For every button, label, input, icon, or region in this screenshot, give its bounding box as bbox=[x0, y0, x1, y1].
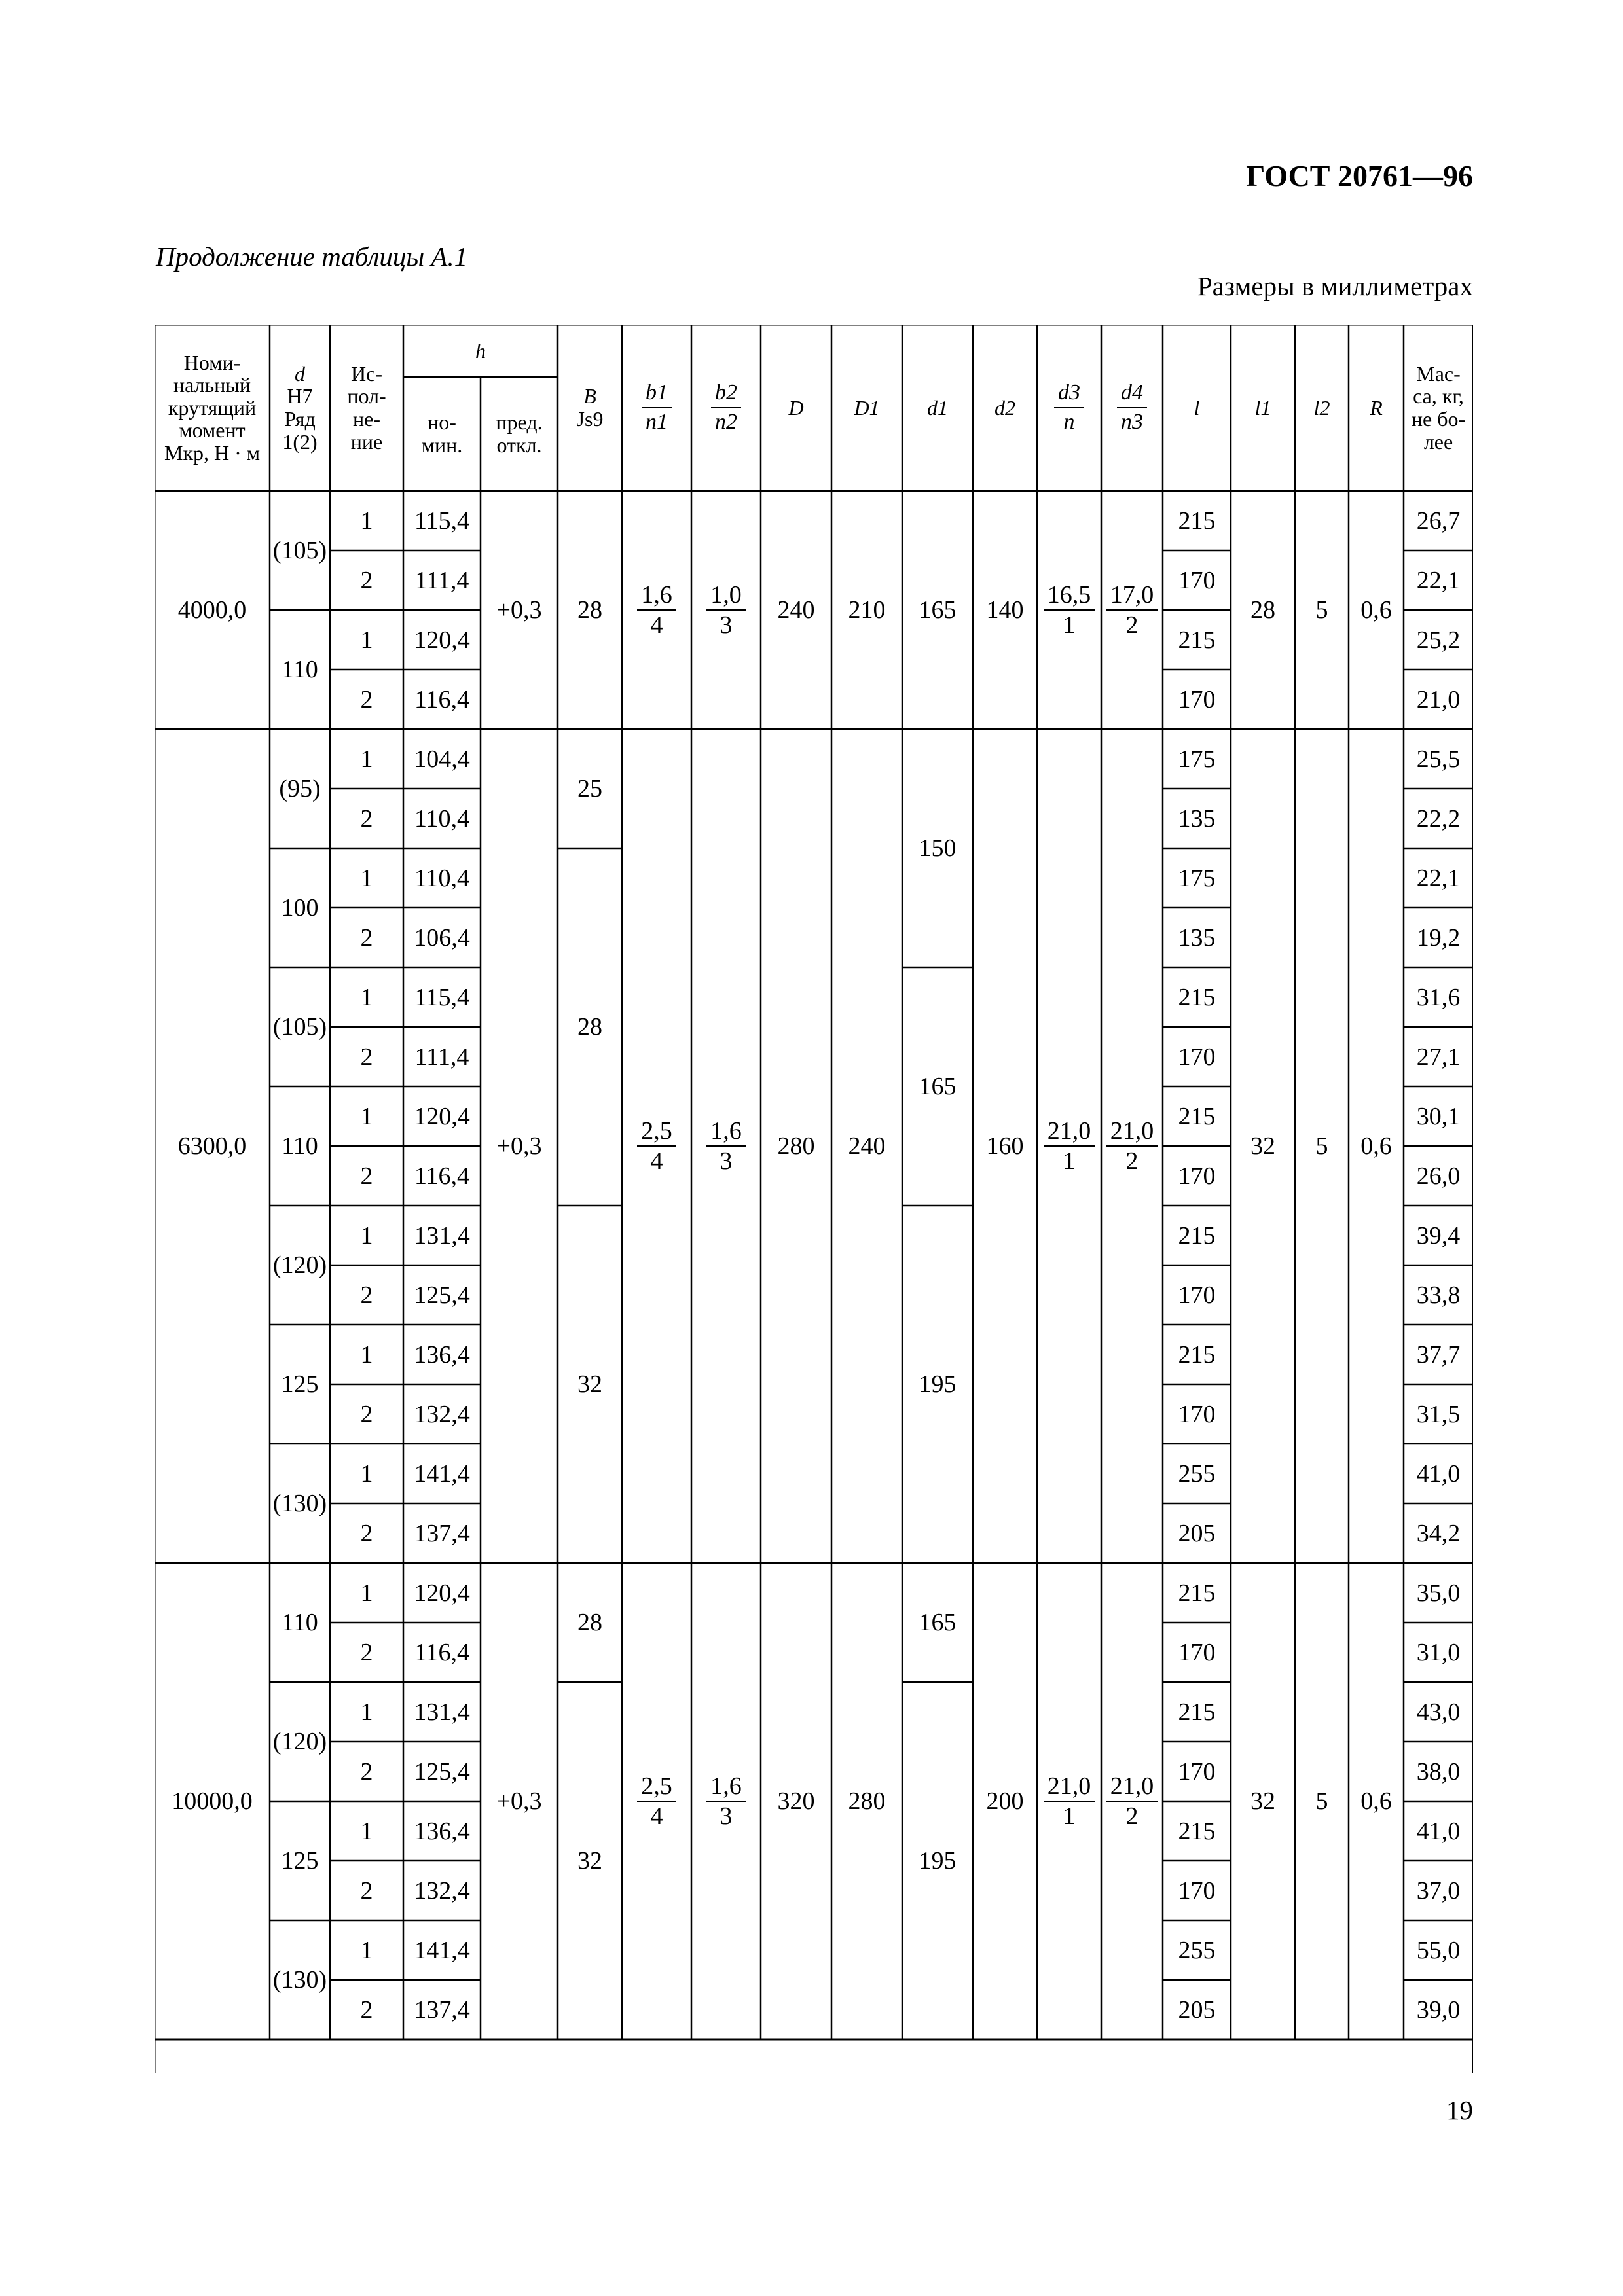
cell-torque: 4000,0 bbox=[177, 596, 247, 624]
table-continuation-caption: Продолжение таблицы А.1 bbox=[156, 242, 468, 272]
cell-d4-n3 bbox=[1101, 491, 1163, 729]
header-l1: l1 bbox=[1254, 395, 1271, 420]
header-version: Ис- пол- не- ние bbox=[347, 361, 386, 454]
cell-mass: 25,5 bbox=[1416, 745, 1461, 773]
cell-b1-n1 bbox=[622, 491, 691, 729]
cell-mass: 39,4 bbox=[1416, 1221, 1461, 1249]
cell-l: 215 bbox=[1178, 1340, 1216, 1369]
cell-h-nominal: 110,4 bbox=[414, 864, 470, 892]
cell-version: 1 bbox=[360, 507, 373, 535]
cell-d3-n-numerator: 16,5 bbox=[1044, 583, 1095, 611]
cell-l: 170 bbox=[1178, 1638, 1216, 1666]
header-b2-n2: $\frac{b2}{n2}$ bbox=[691, 325, 761, 491]
cell-mass: 41,0 bbox=[1416, 1817, 1461, 1845]
cell-d3-n bbox=[1037, 491, 1101, 729]
cell-b1-n1 bbox=[622, 1563, 691, 2039]
cell-b2-n2-numerator: 1,6 bbox=[706, 1774, 746, 1802]
cell-version: 2 bbox=[360, 1757, 373, 1785]
cell-h-nominal: 131,4 bbox=[414, 1698, 470, 1726]
cell-d4-n3-denominator: 2 bbox=[1125, 1147, 1139, 1175]
cell-l: 175 bbox=[1178, 745, 1216, 773]
cell-d4-n3 bbox=[1101, 1563, 1163, 2039]
cell-l1: 28 bbox=[1250, 596, 1275, 624]
cell-h-nominal: 111,4 bbox=[414, 1043, 469, 1071]
cell-mass: 25,2 bbox=[1416, 626, 1461, 654]
cell-mass: 31,6 bbox=[1416, 983, 1461, 1011]
cell-l2: 5 bbox=[1315, 1132, 1328, 1160]
cell-B: 32 bbox=[577, 1371, 602, 1398]
cell-l: 170 bbox=[1178, 1043, 1216, 1071]
cell-b1-n1-numerator: 2,5 bbox=[637, 1119, 676, 1147]
cell-d2: 140 bbox=[986, 596, 1024, 624]
cell-l: 215 bbox=[1178, 1102, 1216, 1130]
cell-h-nominal: 111,4 bbox=[414, 566, 469, 594]
cell-d: (105) bbox=[272, 537, 327, 564]
cell-h-nominal: 116,4 bbox=[414, 1638, 470, 1666]
cell-l: 205 bbox=[1178, 1996, 1216, 2024]
header-h: h bbox=[475, 338, 486, 363]
cell-d4-n3-numerator: 21,0 bbox=[1106, 1119, 1158, 1147]
header-l2: l2 bbox=[1313, 395, 1330, 420]
cell-l: 170 bbox=[1178, 1162, 1216, 1190]
cell-d: 100 bbox=[281, 894, 319, 922]
cell-version: 2 bbox=[360, 1519, 373, 1547]
cell-l2: 5 bbox=[1315, 596, 1328, 624]
cell-version: 1 bbox=[360, 1102, 373, 1130]
header-d1: d1 bbox=[927, 395, 948, 420]
cell-d1: 195 bbox=[919, 1847, 957, 1874]
header-D1: D1 bbox=[854, 395, 880, 420]
standard-designation: ГОСТ 20761—96 bbox=[1246, 159, 1473, 192]
cell-version: 1 bbox=[360, 864, 373, 892]
cell-d: 110 bbox=[282, 1609, 318, 1636]
header-mass: Мас- са, кг, не бо- лее bbox=[1411, 361, 1466, 454]
cell-l: 170 bbox=[1178, 1757, 1216, 1785]
cell-h-nominal: 137,4 bbox=[414, 1996, 470, 2024]
dimensions-table bbox=[155, 325, 1473, 2073]
cell-h-nominal: 136,4 bbox=[414, 1340, 470, 1369]
header-R: R bbox=[1370, 395, 1383, 420]
cell-h-deviation: +0,3 bbox=[496, 596, 542, 624]
cell-b1-n1 bbox=[622, 729, 691, 1563]
header-B: B Js9 bbox=[576, 384, 604, 431]
cell-version: 2 bbox=[360, 924, 373, 952]
cell-B: 32 bbox=[577, 1847, 602, 1874]
cell-mass: 22,1 bbox=[1416, 566, 1461, 594]
cell-l: 170 bbox=[1178, 1281, 1216, 1309]
cell-mass: 26,7 bbox=[1416, 507, 1461, 535]
cell-l: 135 bbox=[1178, 924, 1216, 952]
cell-h-nominal: 131,4 bbox=[414, 1221, 470, 1249]
cell-version: 1 bbox=[360, 1698, 373, 1726]
cell-d: (95) bbox=[279, 775, 321, 802]
cell-l: 215 bbox=[1178, 1221, 1216, 1249]
cell-d3-n-denominator: 1 bbox=[1063, 611, 1076, 639]
cell-B: 28 bbox=[577, 1609, 602, 1636]
cell-mass: 41,0 bbox=[1416, 1460, 1461, 1488]
cell-B: 28 bbox=[577, 1013, 602, 1041]
cell-mass: 27,1 bbox=[1416, 1043, 1461, 1071]
cell-d4-n3-denominator: 2 bbox=[1125, 611, 1139, 639]
cell-mass: 38,0 bbox=[1416, 1757, 1461, 1785]
cell-l: 170 bbox=[1178, 685, 1216, 713]
cell-l: 215 bbox=[1178, 1817, 1216, 1845]
cell-l: 215 bbox=[1178, 1698, 1216, 1726]
cell-d4-n3-numerator: 21,0 bbox=[1106, 1774, 1158, 1802]
cell-h-nominal: 104,4 bbox=[414, 745, 470, 773]
cell-d3-n bbox=[1037, 729, 1101, 1563]
header-b1-n1: $\frac{b1}{n1}$ bbox=[622, 325, 691, 491]
cell-l: 170 bbox=[1178, 1876, 1216, 1905]
cell-d: (130) bbox=[272, 1966, 327, 1994]
cell-R: 0,6 bbox=[1360, 1787, 1392, 1815]
cell-l: 255 bbox=[1178, 1936, 1216, 1964]
cell-h-nominal: 136,4 bbox=[414, 1817, 470, 1845]
cell-l1: 32 bbox=[1250, 1787, 1275, 1815]
header-d2: d2 bbox=[994, 395, 1015, 420]
cell-h-nominal: 115,4 bbox=[414, 507, 470, 535]
cell-version: 1 bbox=[360, 626, 373, 654]
cell-d4-n3 bbox=[1101, 729, 1163, 1563]
cell-torque: 10000,0 bbox=[172, 1787, 253, 1815]
cell-mass: 43,0 bbox=[1416, 1698, 1461, 1726]
cell-h-deviation: +0,3 bbox=[496, 1132, 542, 1160]
cell-d1: 165 bbox=[919, 1609, 957, 1636]
cell-D1: 210 bbox=[848, 596, 886, 624]
cell-l1: 32 bbox=[1250, 1132, 1275, 1160]
cell-b1-n1-denominator: 4 bbox=[650, 1803, 663, 1830]
cell-mass: 33,8 bbox=[1416, 1281, 1461, 1309]
cell-h-nominal: 125,4 bbox=[414, 1281, 470, 1309]
cell-mass: 37,7 bbox=[1416, 1340, 1461, 1369]
cell-d2: 200 bbox=[986, 1787, 1024, 1815]
cell-b1-n1-denominator: 4 bbox=[650, 611, 663, 639]
cell-h-nominal: 141,4 bbox=[414, 1936, 470, 1964]
cell-l: 255 bbox=[1178, 1460, 1216, 1488]
cell-d1: 150 bbox=[919, 834, 957, 862]
cell-d3-n-denominator: 1 bbox=[1063, 1147, 1076, 1175]
cell-mass: 26,0 bbox=[1416, 1162, 1461, 1190]
header-d: d H7 Ряд 1(2) bbox=[282, 361, 318, 454]
cell-version: 2 bbox=[360, 1281, 373, 1309]
cell-d: 125 bbox=[281, 1847, 319, 1874]
cell-b1-n1-denominator: 4 bbox=[650, 1147, 663, 1175]
cell-l: 215 bbox=[1178, 507, 1216, 535]
cell-l: 135 bbox=[1178, 804, 1216, 833]
cell-h-nominal: 120,4 bbox=[414, 1102, 470, 1130]
cell-mass: 19,2 bbox=[1416, 924, 1461, 952]
cell-h-nominal: 132,4 bbox=[414, 1400, 470, 1428]
cell-mass: 37,0 bbox=[1416, 1876, 1461, 1905]
cell-version: 1 bbox=[360, 1221, 373, 1249]
cell-version: 1 bbox=[360, 1936, 373, 1964]
cell-version: 1 bbox=[360, 1340, 373, 1369]
header-d4-n3: $\frac{d4}{n3}$ bbox=[1101, 325, 1163, 491]
cell-l: 215 bbox=[1178, 1579, 1216, 1607]
cell-h-nominal: 141,4 bbox=[414, 1460, 470, 1488]
cell-h-nominal: 132,4 bbox=[414, 1876, 470, 1905]
cell-d: 110 bbox=[282, 1132, 318, 1160]
cell-d3-n-numerator: 21,0 bbox=[1044, 1774, 1095, 1802]
cell-h-nominal: 115,4 bbox=[414, 983, 470, 1011]
cell-d4-n3-denominator: 2 bbox=[1125, 1803, 1139, 1830]
cell-mass: 21,0 bbox=[1416, 685, 1461, 713]
header-h-nominal: но- мин. bbox=[421, 410, 463, 457]
cell-version: 2 bbox=[360, 566, 373, 594]
cell-l: 205 bbox=[1178, 1519, 1216, 1547]
cell-b2-n2-denominator: 3 bbox=[720, 1147, 733, 1175]
cell-b2-n2-denominator: 3 bbox=[720, 611, 733, 639]
cell-mass: 39,0 bbox=[1416, 1996, 1461, 2024]
cell-d: 125 bbox=[281, 1371, 319, 1398]
cell-d3-n-denominator: 1 bbox=[1063, 1803, 1076, 1830]
cell-version: 1 bbox=[360, 745, 373, 773]
cell-mass: 30,1 bbox=[1416, 1102, 1461, 1130]
cell-d1: 165 bbox=[919, 596, 957, 624]
cell-version: 1 bbox=[360, 1817, 373, 1845]
cell-d1: 195 bbox=[919, 1371, 957, 1398]
cell-d: (105) bbox=[272, 1013, 327, 1041]
cell-version: 1 bbox=[360, 1579, 373, 1607]
cell-version: 1 bbox=[360, 1460, 373, 1488]
cell-b2-n2 bbox=[691, 1563, 761, 2039]
cell-h-nominal: 106,4 bbox=[414, 924, 470, 952]
cell-R: 0,6 bbox=[1360, 596, 1392, 624]
cell-l: 175 bbox=[1178, 864, 1216, 892]
cell-d2: 160 bbox=[986, 1132, 1024, 1160]
cell-l2: 5 bbox=[1315, 1787, 1328, 1815]
cell-version: 2 bbox=[360, 1162, 373, 1190]
cell-b1-n1-numerator: 2,5 bbox=[637, 1774, 676, 1802]
cell-mass: 22,2 bbox=[1416, 804, 1461, 833]
cell-mass: 31,0 bbox=[1416, 1638, 1461, 1666]
cell-B: 28 bbox=[577, 596, 602, 624]
cell-D: 320 bbox=[777, 1787, 815, 1815]
cell-h-nominal: 137,4 bbox=[414, 1519, 470, 1547]
cell-b1-n1-numerator: 1,6 bbox=[637, 583, 676, 611]
cell-h-nominal: 116,4 bbox=[414, 1162, 470, 1190]
cell-version: 2 bbox=[360, 1400, 373, 1428]
header-torque: Номи- нальный крутящий момент Mкр, Н · м bbox=[164, 350, 260, 465]
page-number: 19 bbox=[1446, 2095, 1473, 2125]
cell-mass: 34,2 bbox=[1416, 1519, 1461, 1547]
cell-version: 2 bbox=[360, 1638, 373, 1666]
cell-version: 2 bbox=[360, 1043, 373, 1071]
cell-l: 215 bbox=[1178, 983, 1216, 1011]
cell-D1: 280 bbox=[848, 1787, 886, 1815]
units-note: Размеры в миллиметрах bbox=[1197, 271, 1473, 301]
cell-version: 2 bbox=[360, 1996, 373, 2024]
cell-d: 110 bbox=[282, 656, 318, 683]
cell-version: 2 bbox=[360, 804, 373, 833]
cell-b2-n2 bbox=[691, 491, 761, 729]
cell-h-nominal: 125,4 bbox=[414, 1757, 470, 1785]
header-l: l bbox=[1194, 395, 1200, 420]
cell-mass: 31,5 bbox=[1416, 1400, 1461, 1428]
cell-d: (120) bbox=[272, 1251, 327, 1279]
cell-version: 2 bbox=[360, 1876, 373, 1905]
header-D: D bbox=[788, 395, 804, 420]
cell-version: 1 bbox=[360, 983, 373, 1011]
cell-l: 170 bbox=[1178, 566, 1216, 594]
cell-h-nominal: 120,4 bbox=[414, 1579, 470, 1607]
header-d3-n: $\frac{d3}{n}$ bbox=[1037, 325, 1101, 491]
cell-d3-n-numerator: 21,0 bbox=[1044, 1119, 1095, 1147]
cell-h-nominal: 116,4 bbox=[414, 685, 470, 713]
cell-B: 25 bbox=[577, 775, 602, 802]
cell-h-deviation: +0,3 bbox=[496, 1787, 542, 1815]
cell-torque: 6300,0 bbox=[177, 1132, 247, 1160]
cell-d3-n bbox=[1037, 1563, 1101, 2039]
cell-b2-n2-numerator: 1,0 bbox=[706, 583, 746, 611]
cell-b2-n2-denominator: 3 bbox=[720, 1803, 733, 1830]
cell-d: (130) bbox=[272, 1490, 327, 1517]
cell-d1: 165 bbox=[919, 1073, 957, 1100]
cell-b2-n2-numerator: 1,6 bbox=[706, 1119, 746, 1147]
cell-D: 280 bbox=[777, 1132, 815, 1160]
cell-h-nominal: 120,4 bbox=[414, 626, 470, 654]
cell-l: 170 bbox=[1178, 1400, 1216, 1428]
cell-h-nominal: 110,4 bbox=[414, 804, 470, 833]
cell-d: (120) bbox=[272, 1728, 327, 1755]
cell-mass: 55,0 bbox=[1416, 1936, 1461, 1964]
cell-d4-n3-numerator: 17,0 bbox=[1106, 583, 1158, 611]
header-h-deviation: пред. откл. bbox=[496, 410, 543, 457]
cell-l: 215 bbox=[1178, 626, 1216, 654]
cell-R: 0,6 bbox=[1360, 1132, 1392, 1160]
cell-b2-n2 bbox=[691, 729, 761, 1563]
cell-mass: 35,0 bbox=[1416, 1579, 1461, 1607]
cell-version: 2 bbox=[360, 685, 373, 713]
cell-mass: 22,1 bbox=[1416, 864, 1461, 892]
cell-D1: 240 bbox=[848, 1132, 886, 1160]
cell-D: 240 bbox=[777, 596, 815, 624]
